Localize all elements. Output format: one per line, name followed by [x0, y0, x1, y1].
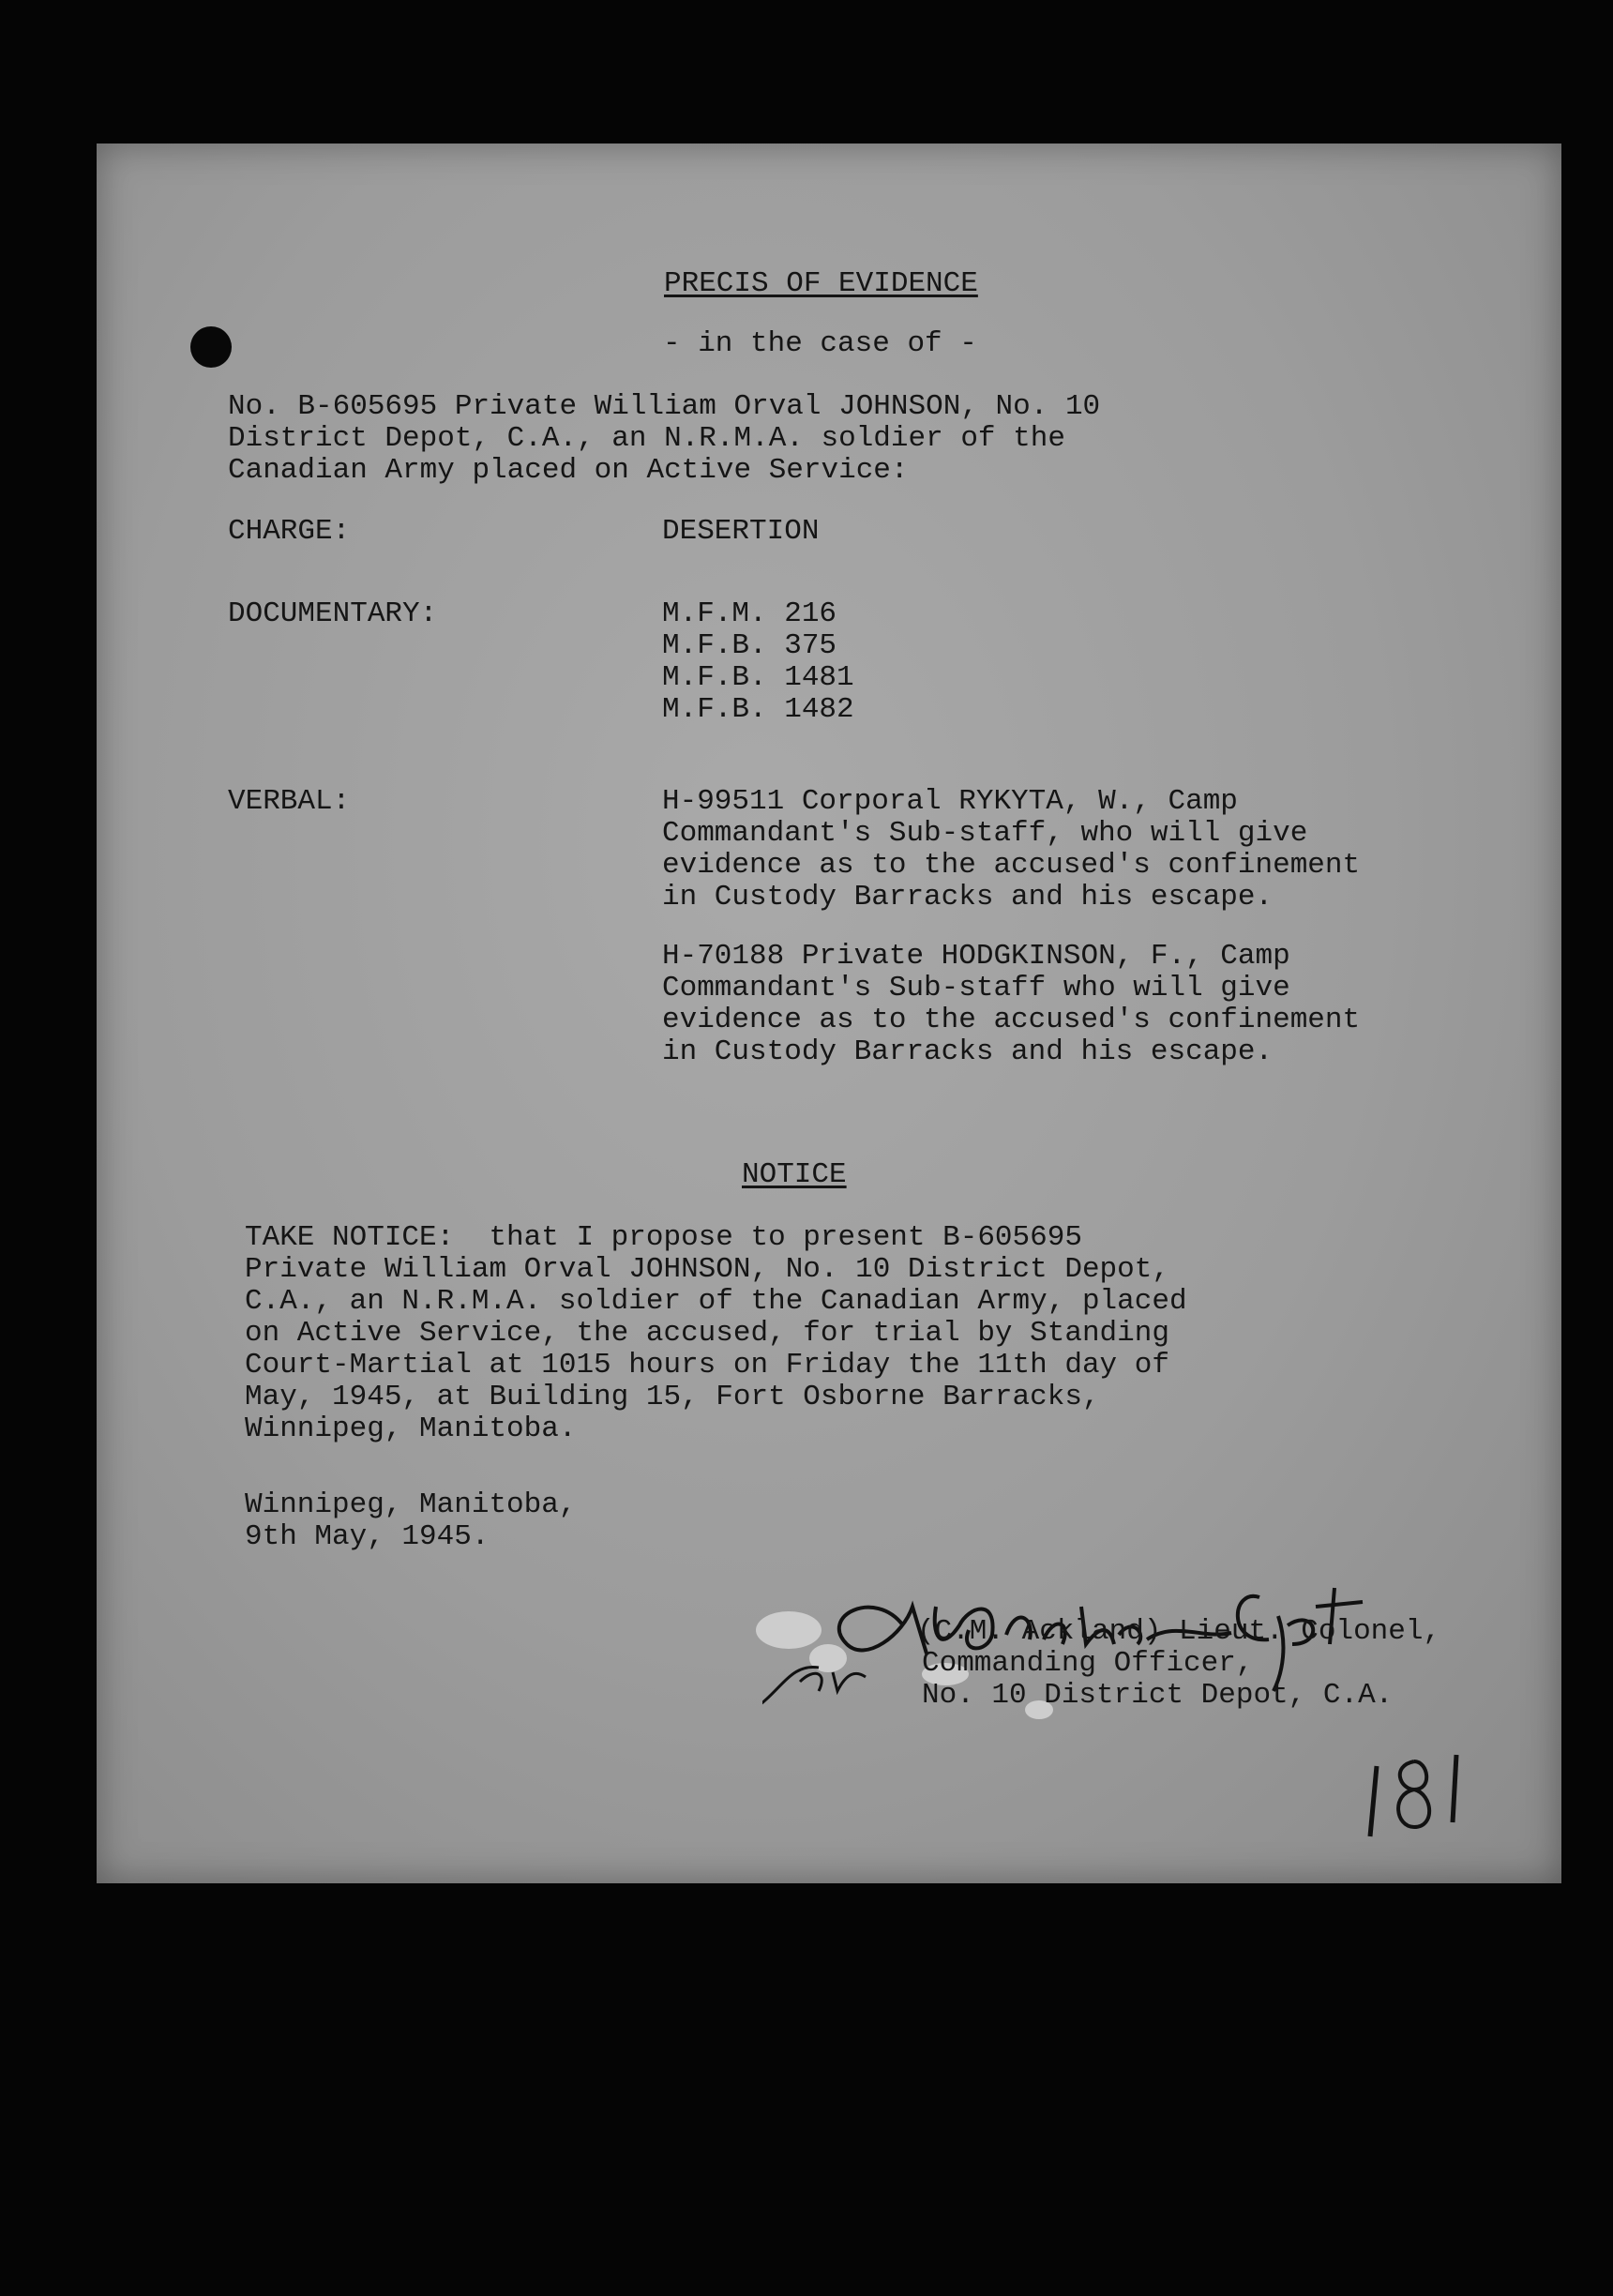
charge-value: DESERTION: [662, 515, 820, 548]
notice-line: Winnipeg, Manitoba.: [245, 1412, 577, 1445]
charge-label: CHARGE:: [228, 515, 351, 548]
witness-line: H-99511 Corporal RYKYTA, W., Camp: [662, 785, 1238, 818]
witness-line: in Custody Barracks and his escape.: [662, 881, 1274, 914]
intro-line: No. B-605695 Private William Orval JOHNSON, No. 10: [228, 390, 1101, 423]
witness-line: Commandant's Sub-staff who will give: [662, 972, 1290, 1004]
notice-line: Court-Martial at 1015 hours on Friday the 11th day of: [245, 1349, 1169, 1382]
verbal-label: VERBAL:: [228, 785, 351, 818]
witness-line: in Custody Barracks and his escape.: [662, 1035, 1274, 1068]
document-subtitle: - in the case of -: [663, 327, 977, 360]
documentary-item: M.F.B. 375: [662, 629, 837, 662]
documentary-item: M.F.B. 1481: [662, 661, 854, 694]
page-number-handwritten: [1363, 1747, 1475, 1841]
witness-line: H-70188 Private HODGKINSON, F., Camp: [662, 940, 1290, 973]
place-line: Winnipeg, Manitoba,: [245, 1488, 577, 1521]
intro-line: Canadian Army placed on Active Service:: [228, 454, 909, 487]
witness-line: evidence as to the accused's confinement: [662, 1004, 1361, 1036]
notice-line: TAKE NOTICE: that I propose to present B-605695: [245, 1221, 1082, 1254]
documentary-item: M.F.M. 216: [662, 597, 837, 630]
notice-heading: NOTICE: [742, 1158, 847, 1191]
notice-line: Private William Orval JOHNSON, No. 10 District Depot,: [245, 1253, 1169, 1286]
witness-line: Commandant's Sub-staff, who will give: [662, 817, 1308, 850]
punch-hole: [190, 326, 232, 368]
documentary-label: DOCUMENTARY:: [228, 597, 438, 630]
document-title: PRECIS OF EVIDENCE: [664, 267, 978, 300]
signature-title: Commanding Officer,: [922, 1647, 1254, 1680]
document-page: [97, 144, 1561, 1883]
signature-unit: No. 10 District Depot, C.A.: [922, 1679, 1394, 1712]
intro-line: District Depot, C.A., an N.R.M.A. soldier of the: [228, 422, 1065, 455]
notice-line: on Active Service, the accused, for trial by Standing: [245, 1317, 1169, 1350]
date-line: 9th May, 1945.: [245, 1520, 490, 1553]
witness-line: evidence as to the accused's confinement: [662, 849, 1361, 882]
documentary-item: M.F.B. 1482: [662, 693, 854, 726]
notice-line: C.A., an N.R.M.A. soldier of the Canadian Army, placed: [245, 1285, 1187, 1318]
notice-line: May, 1945, at Building 15, Fort Osborne Barracks,: [245, 1381, 1100, 1413]
signature-name: (C.M. Ackland) Lieut. Colonel,: [917, 1615, 1441, 1648]
